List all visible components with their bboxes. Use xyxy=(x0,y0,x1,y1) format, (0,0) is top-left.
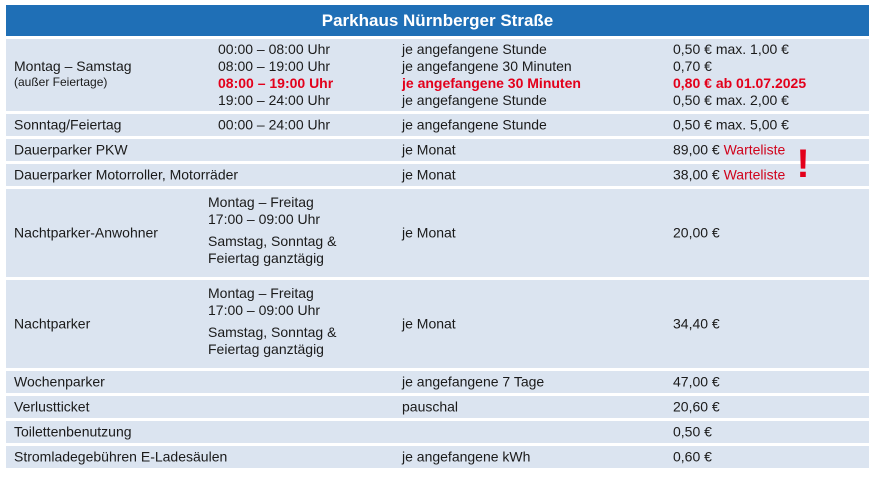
unit-line: je angefangene 30 Minuten xyxy=(402,58,572,74)
time-line: 17:00 – 09:00 Uhr xyxy=(208,211,321,227)
strom-unit: je angefangene kWh xyxy=(402,448,531,465)
weekday-times xyxy=(218,41,333,109)
anwohner-label: Nachtparker-Anwohner xyxy=(14,224,158,241)
time-line: Feiertag ganztägig xyxy=(208,250,324,266)
woche-price: 47,00 € xyxy=(673,373,720,390)
verlust-unit: pauschal xyxy=(402,398,459,415)
exclamation-mark: ! xyxy=(796,142,810,186)
table-title: Parkhaus Nürnberger Straße xyxy=(6,5,869,36)
weekday-label: Montag – Samstag xyxy=(14,58,132,74)
price-line: 0,50 € max. 1,00 € xyxy=(673,41,789,57)
pkw-waitlist: Warteliste xyxy=(723,141,786,158)
weekday-sublabel: (außer Feiertage) xyxy=(14,75,108,89)
price-line-new: 0,80 € ab 01.07.2025 xyxy=(673,75,807,91)
moto-price: 38,00 € xyxy=(673,166,720,183)
toilette-label: Toilettenbenutzung xyxy=(14,423,132,440)
table-row-verlust xyxy=(6,396,869,418)
anwohner-unit: je Monat xyxy=(402,224,456,241)
strom-price: 0,60 € xyxy=(673,448,712,465)
table-row-toilette xyxy=(6,421,869,443)
moto-label: Dauerparker Motorroller, Motorräder xyxy=(14,166,239,183)
table-row-strom xyxy=(6,446,869,468)
nacht-unit: je Monat xyxy=(402,315,456,332)
pkw-unit: je Monat xyxy=(402,141,456,158)
strom-label: Stromladegebühren E-Ladesäulen xyxy=(14,448,228,465)
sunday-unit: je angefangene Stunde xyxy=(402,116,547,133)
woche-label: Wochenparker xyxy=(14,373,105,390)
weekday-label-cell xyxy=(14,58,132,90)
verlust-label: Verlustticket xyxy=(14,398,90,415)
weekday-units xyxy=(402,41,581,109)
moto-waitlist: Warteliste xyxy=(723,166,786,183)
sunday-time: 00:00 – 24:00 Uhr xyxy=(218,116,331,133)
table-row-sunday xyxy=(6,114,869,136)
unit-line-new: je angefangene 30 Minuten xyxy=(402,75,581,91)
anwohner-times xyxy=(208,194,336,267)
unit-line: je angefangene Stunde xyxy=(402,92,547,108)
pkw-label: Dauerparker PKW xyxy=(14,141,128,158)
time-line: Feiertag ganztägig xyxy=(208,341,324,357)
toilette-price: 0,50 € xyxy=(673,423,712,440)
anwohner-price: 20,00 € xyxy=(673,224,720,241)
table-row-nacht xyxy=(6,280,869,368)
sunday-price: 0,50 € max. 5,00 € xyxy=(673,116,789,133)
nacht-price: 34,40 € xyxy=(673,315,720,332)
time-line: 00:00 – 08:00 Uhr xyxy=(218,41,331,57)
table-row-anwohner xyxy=(6,189,869,277)
time-line: 17:00 – 09:00 Uhr xyxy=(208,302,321,318)
price-line: 0,50 € max. 2,00 € xyxy=(673,92,789,108)
time-line: 08:00 – 19:00 Uhr xyxy=(218,58,331,74)
table-row-woche xyxy=(6,371,869,393)
table-row-moto xyxy=(6,164,869,186)
unit-line: je angefangene Stunde xyxy=(402,41,547,57)
table-row-weekday xyxy=(6,39,869,111)
table-row-pkw xyxy=(6,139,869,161)
weekday-prices xyxy=(673,41,806,109)
nacht-times xyxy=(208,285,336,358)
pkw-price: 89,00 € xyxy=(673,141,720,158)
time-line: Montag – Freitag xyxy=(208,285,314,301)
woche-unit: je angefangene 7 Tage xyxy=(402,373,545,390)
time-line-new: 08:00 – 19:00 Uhr xyxy=(218,75,334,91)
time-line: Samstag, Sonntag & xyxy=(208,233,337,249)
sunday-label: Sonntag/Feiertag xyxy=(14,116,122,133)
pkw-price-cell xyxy=(673,142,785,159)
time-line: Montag – Freitag xyxy=(208,194,314,210)
verlust-price: 20,60 € xyxy=(673,398,720,415)
time-line: Samstag, Sonntag & xyxy=(208,324,337,340)
tariff-table xyxy=(6,5,869,468)
nacht-label: Nachtparker xyxy=(14,315,91,332)
price-line: 0,70 € xyxy=(673,58,712,74)
moto-price-cell xyxy=(673,167,785,184)
time-line: 19:00 – 24:00 Uhr xyxy=(218,92,331,108)
moto-unit: je Monat xyxy=(402,166,456,183)
